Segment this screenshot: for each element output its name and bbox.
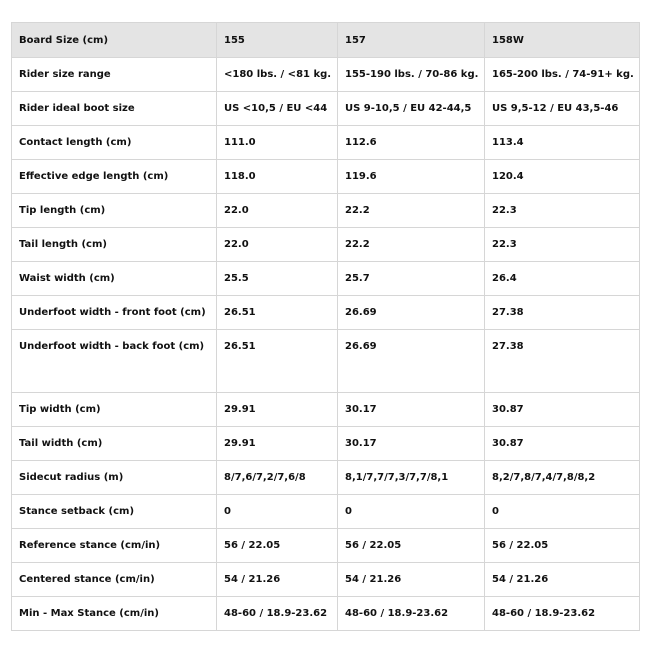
table-row: [12, 92, 640, 126]
cell-157: 22.2: [338, 194, 485, 228]
table-row: [12, 228, 640, 262]
row-label: Tip width (cm): [12, 393, 217, 427]
cell-158w: 165-200 lbs. / 74-91+ kg.: [485, 58, 640, 92]
header-size-157: 157: [338, 23, 485, 58]
cell-157: 56 / 22.05: [338, 529, 485, 563]
cell-158w: 30.87: [485, 393, 640, 427]
cell-155: 54 / 21.26: [217, 563, 338, 597]
cell-155: 8/7,6/7,2/7,6/8: [217, 461, 338, 495]
table-row: [12, 58, 640, 92]
table-row: [12, 461, 640, 495]
cell-157: 30.17: [338, 427, 485, 461]
table-row: [12, 160, 640, 194]
row-label: Underfoot width - front foot (cm): [12, 296, 217, 330]
row-label: Underfoot width - back foot (cm): [12, 330, 217, 393]
table-row: [12, 529, 640, 563]
row-label: Stance setback (cm): [12, 495, 217, 529]
row-label: Effective edge length (cm): [12, 160, 217, 194]
header-size-158w: 158W: [485, 23, 640, 58]
row-label: Centered stance (cm/in): [12, 563, 217, 597]
cell-158w: 30.87: [485, 427, 640, 461]
cell-158w: 8,2/7,8/7,4/7,8/8,2: [485, 461, 640, 495]
cell-155: 25.5: [217, 262, 338, 296]
cell-157: 25.7: [338, 262, 485, 296]
cell-157: 119.6: [338, 160, 485, 194]
cell-157: US 9-10,5 / EU 42-44,5: [338, 92, 485, 126]
cell-155: 29.91: [217, 393, 338, 427]
cell-157: 48-60 / 18.9-23.62: [338, 597, 485, 631]
row-label: Rider size range: [12, 58, 217, 92]
header-board-size: Board Size (cm): [12, 23, 217, 58]
cell-157: 112.6: [338, 126, 485, 160]
cell-157: 22.2: [338, 228, 485, 262]
cell-157: 155-190 lbs. / 70-86 kg.: [338, 58, 485, 92]
cell-158w: 54 / 21.26: [485, 563, 640, 597]
board-specs-table: [11, 22, 640, 631]
row-label: Rider ideal boot size: [12, 92, 217, 126]
cell-158w: 120.4: [485, 160, 640, 194]
cell-158w: 0: [485, 495, 640, 529]
table-row: [12, 262, 640, 296]
cell-158w: 113.4: [485, 126, 640, 160]
table-row: [12, 194, 640, 228]
table-row: [12, 330, 640, 393]
cell-158w: 27.38: [485, 296, 640, 330]
cell-158w: 26.4: [485, 262, 640, 296]
cell-155: 26.51: [217, 330, 338, 393]
cell-155: 29.91: [217, 427, 338, 461]
cell-158w: US 9,5-12 / EU 43,5-46: [485, 92, 640, 126]
row-label: Sidecut radius (m): [12, 461, 217, 495]
header-row: [12, 23, 640, 58]
cell-155: 48-60 / 18.9-23.62: [217, 597, 338, 631]
cell-155: 26.51: [217, 296, 338, 330]
cell-158w: 48-60 / 18.9-23.62: [485, 597, 640, 631]
cell-157: 8,1/7,7/7,3/7,7/8,1: [338, 461, 485, 495]
table-row: [12, 563, 640, 597]
table-row: [12, 597, 640, 631]
cell-155: US <10,5 / EU <44: [217, 92, 338, 126]
cell-155: 56 / 22.05: [217, 529, 338, 563]
row-label: Tail width (cm): [12, 427, 217, 461]
row-label: Tail length (cm): [12, 228, 217, 262]
row-label: Contact length (cm): [12, 126, 217, 160]
cell-157: 0: [338, 495, 485, 529]
cell-157: 26.69: [338, 330, 485, 393]
row-label: Reference stance (cm/in): [12, 529, 217, 563]
row-label: Tip length (cm): [12, 194, 217, 228]
table-row: [12, 393, 640, 427]
cell-158w: 22.3: [485, 228, 640, 262]
cell-155: 0: [217, 495, 338, 529]
row-label: Waist width (cm): [12, 262, 217, 296]
table-row: [12, 126, 640, 160]
cell-157: 30.17: [338, 393, 485, 427]
cell-155: 111.0: [217, 126, 338, 160]
cell-155: 22.0: [217, 194, 338, 228]
cell-155: 22.0: [217, 228, 338, 262]
cell-155: 118.0: [217, 160, 338, 194]
row-label: Min - Max Stance (cm/in): [12, 597, 217, 631]
cell-158w: 22.3: [485, 194, 640, 228]
cell-158w: 27.38: [485, 330, 640, 393]
cell-155: <180 lbs. / <81 kg.: [217, 58, 338, 92]
table-body: [12, 58, 640, 631]
cell-158w: 56 / 22.05: [485, 529, 640, 563]
header-size-155: 155: [217, 23, 338, 58]
table-header: [12, 23, 640, 58]
table-row: [12, 427, 640, 461]
table-row: [12, 495, 640, 529]
cell-157: 26.69: [338, 296, 485, 330]
cell-157: 54 / 21.26: [338, 563, 485, 597]
table-row: [12, 296, 640, 330]
